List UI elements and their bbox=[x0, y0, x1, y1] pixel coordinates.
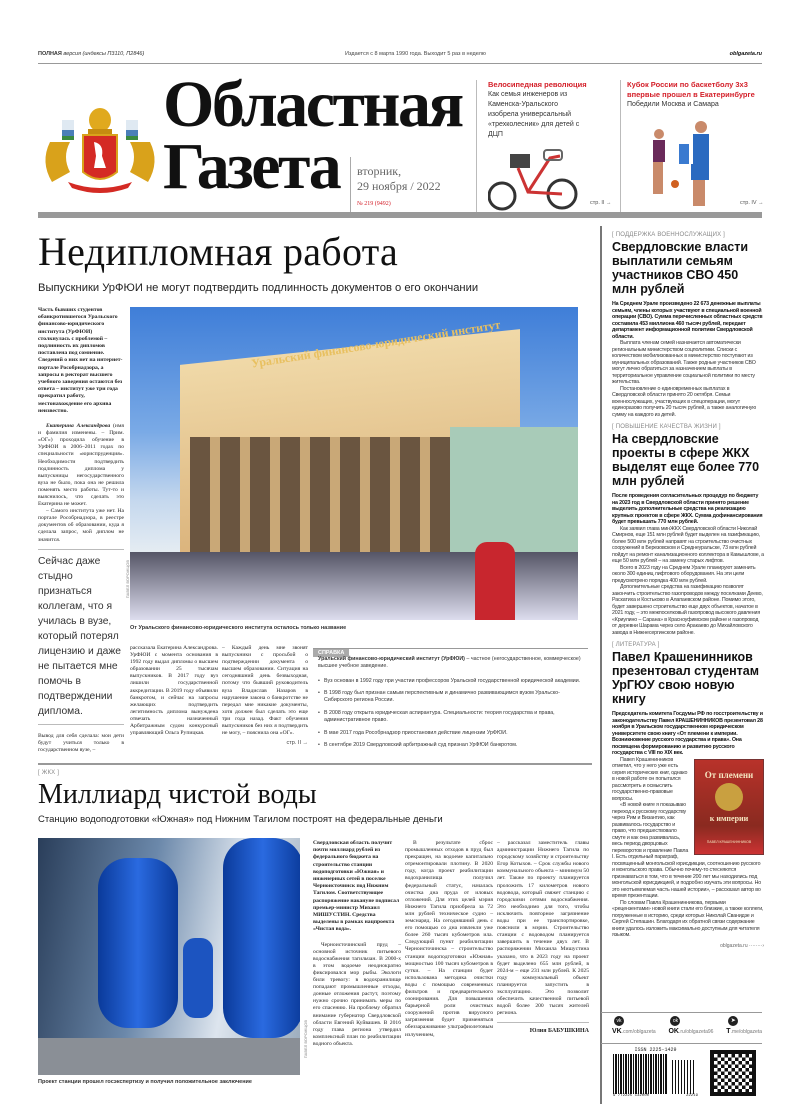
weekday: вторник, bbox=[357, 164, 402, 178]
paragraph: По словам Павла Крашенинникова, первыми «рецензентами» новой книги стали его близкие, а также коллеги, погруженные в историю, среди которых Николай Сванидзе и Сергей Степашин. Благодаря их обратной связи содержание книги удалось изложить максимально доступным для читателя языком. bbox=[612, 899, 764, 938]
tricycle-image bbox=[488, 148, 578, 212]
woman-figure bbox=[475, 542, 515, 620]
social-rule bbox=[601, 1043, 762, 1044]
reference-item: • В 2008 году открыта юридическая аспирантура. Специальности: теория государства и права, административное право. bbox=[318, 710, 583, 724]
second-intro: Свердловская область получит почти миллиард рублей из федерального бюджета на строительство станции водоподготовки «Южная» и инженерных сетей в поселке Черноисточинск под Нижним Тагилом. Соответствующее распоряжение накануне подписал премьер-министр Михаил МИШУСТИН. Средства выделены в рамках нацпроекта «Чистая вода». bbox=[313, 840, 400, 933]
social-rule bbox=[601, 1012, 762, 1013]
promo-text: Как семья инженеров из Каменска-Уральского изобрела универсальный «трехколесник» для детей с ДЦП bbox=[488, 91, 580, 138]
issn: ISSN 2225-1429 bbox=[634, 1047, 677, 1053]
building-sign: Уральский финансово-юридический институт bbox=[250, 317, 502, 371]
second-headline[interactable]: Миллиард чистой воды bbox=[38, 779, 317, 810]
second-column-1 bbox=[313, 840, 401, 1048]
sidebar-lead: После проведения согласительных процедур по бюджету на 2023 год в Свердловской области принято решение выделить дополнительные средства на реализацию крупных проектов в сфере ЖКХ. Сумма дофинансирования будет превышать 770 млн рублей. bbox=[612, 493, 763, 525]
pull-quote: Сейчас даже стыдно признаться коллегам, что я училась в вузе, который потерял лицензию и даже не пытается мне помочь в подтверждении диплома. bbox=[38, 549, 124, 719]
continued-link[interactable]: стр. II → bbox=[286, 740, 308, 747]
sidebar-headline[interactable]: Павел Крашенинников презентовал студентам УрГЮУ свою новую книгу bbox=[612, 650, 759, 706]
second-subhead: Станцию водоподготовки «Южная» под Нижним Тагилом построят на федеральные деньги bbox=[38, 814, 443, 825]
vk-icon: vk bbox=[614, 1016, 624, 1026]
reference-intro: Уральский финансово-юридический институт (УрФЮИ) – частное (негосударственное, коммерческое) высшее учебное заведение. bbox=[318, 656, 581, 669]
qr-code[interactable] bbox=[710, 1050, 756, 1096]
masthead-divider bbox=[350, 157, 351, 212]
author: Юлия БАБУШКИНА bbox=[497, 1022, 589, 1034]
issue-number: № 219 (9492) bbox=[357, 201, 391, 207]
paragraph: Павел Крашенинников отметил, что у него уже есть серия исторических книг, однако в новой работе он попытался рассмотреть и осмыслить государственно-правовые вопросы. bbox=[612, 756, 688, 802]
reference-item: • В 1998 году был признан самым перспективным и динамично развивающимся вузом Уральско-Сибирского региона России. bbox=[318, 690, 583, 704]
tank bbox=[98, 858, 178, 1028]
promo-page-link[interactable]: стр. II → bbox=[590, 200, 612, 206]
sidebar bbox=[612, 232, 764, 949]
paragraph: Дополнительные средства на газификацию позволят закончить строительство газопроводов между поселками Деево, Раскатиха и Костьково в Алапаевском районе. Помимо этого, будет завершено строительство еще двух объектов, начатое в 2021 году, – это межпоселковый газопровод высокого давления «Криулино – Сарана» в Красноуфимском районе и газопровод от деревни Шарама через село Аракаево до Михайловского завода в Нижнесергинском районе. bbox=[612, 584, 763, 636]
date-block bbox=[357, 164, 441, 212]
paragraph: Как заявил глава минЖКХ Свердловской области Николай Смирнов, еще 151 млн рублей будет выделен на газификацию, более 500 млн рублей направят на строительство очистных сооружений в Березовском и Среднеуральске, 73 млн рублей пойдут на ремонт канализационного коллектора в Камышлове, а еще 50 млн рублей – на замену старых лифтов. bbox=[612, 525, 764, 564]
lead-column-3: – Каждый день мне звонят выпускники с просьбой о подтверждении документа о высшем образовании. Ситуация на сегодняшний день безвыходная, потому что бывший руководитель вуза Владислав Назаров в нарушение закона о банкротстве не передал мне никакие документы, хотя должен был сделать это еще три года назад. Факт обучения выпускников без них я подтвердить не могу, – пояснила она «ОГ». bbox=[222, 645, 308, 737]
social-links bbox=[612, 1016, 762, 1035]
telegram-link[interactable]: ➤ T.me/oblgazeta bbox=[726, 1018, 762, 1035]
floor bbox=[38, 1038, 300, 1075]
lead-left-column bbox=[38, 307, 124, 754]
reference-label: СПРАВКА bbox=[313, 649, 349, 657]
promo-text: Победили Москва и Самара bbox=[627, 101, 719, 108]
lead-photo bbox=[130, 307, 578, 620]
vk-link[interactable]: vk VK.com/oblgazeta bbox=[612, 1018, 656, 1035]
promo-page-link[interactable]: стр. IV → bbox=[740, 200, 764, 206]
lead-body-3: Вывод для себя сделала: мои дети будут учиться только в государственном вузе, – bbox=[38, 724, 124, 754]
promo-title: Кубок России по баскетболу 3х3 впервые прошел в Екатеринбурге bbox=[627, 80, 755, 99]
telegram-icon: ➤ bbox=[728, 1016, 738, 1026]
book-cover: От племени к империи ПАВЕЛ КРАШЕНИННИКОВ bbox=[694, 759, 764, 855]
basketball-players-image bbox=[645, 118, 730, 212]
top-rule bbox=[38, 63, 762, 64]
issue-date: 29 ноября / 2022 bbox=[357, 179, 441, 193]
paragraph: Всего в 2023 году на Среднем Урале планируют заменить около 300 единиц лифтового оборудования. На эти цели предусмотрено порядка 400 млн рублей. bbox=[612, 564, 756, 584]
ok-link[interactable]: ok OK.ru/oblgazeta96 bbox=[668, 1018, 714, 1035]
column-divider bbox=[600, 226, 602, 1104]
lead-intro: Часть бывших студентов обанкротившегося Уральского финансово-юридического института (УрФЮИ) столкнулась с проблемой – подлинность их дипломов поставлена под сомнение. Сведений о них нет на интернет-портале Рособрнадзора, а запросы в ректорат высшего учебного заведения остаются без ответа – институт уже три года прекратил работу, местонахождение его архива неизвестно. bbox=[38, 307, 123, 414]
promo-title: Велосипедная революция bbox=[488, 80, 587, 89]
section-rule bbox=[38, 763, 592, 765]
second-column-2: В результате сброс промышленных отходов в пруд был прекращен, на водоеме капитально отремонтировали плотину. В 2020 году, когда проект реабилитации водохранилища получил федеральный статус, началась очистка дна пруда от иловых отложений. Для этих целей мэрия Нижнего Тагила приобрела за 72 млн рублей техническое судно – земснаряд. На сегодняшний день с его помощью со дна извлекли уже более 260 тысяч кубометров ила. Следующий пункт реабилитации Черноисточинска – строительство станции водоподготовки «Южная» мощностью 100 тысяч кубометров в сутки. – На станции будет использована методика очистки воды с помощью современных фильтров и предварительного озонирования. Для повышения барьерной роли очистных сооружений против вирусного загрязнения будет применяться обеззараживание ультрафиолетовым излучением, bbox=[405, 840, 493, 1038]
promo-bicycle[interactable] bbox=[488, 80, 618, 140]
second-column-3-wrap bbox=[497, 840, 589, 1034]
reference-box bbox=[313, 641, 588, 755]
lead-column-3-wrap bbox=[222, 645, 308, 746]
lead-body-1: Екатерина Александрова (имя и фамилия изменены. – Прим. «ОГ») проходила обучение в УрФЮИ в 2006–2011 годах по специальности «юриспруденция». Необходимости подтвердить подлинность диплома у выпускницы негосударственного вуза не было, пока она не решила поменять место работы. Тут-то и выяснилось, что сделать это Екатерина не может. bbox=[38, 423, 125, 508]
photo-credit: ПАВЕЛ ВОРОЖЦОВ bbox=[125, 560, 130, 599]
sidebar-headline[interactable]: Свердловские власти выплатили семьям участников СВО 450 млн рублей bbox=[612, 240, 749, 296]
sidebar-link[interactable]: oblgazeta.ru ········› bbox=[720, 942, 764, 949]
side-building bbox=[450, 427, 578, 567]
reference-item: • В сентябре 2019 Свердловский арбитражный суд признал УрФЮИ банкротом. bbox=[318, 742, 583, 749]
edition-info: ПОЛНАЯ версия (индексы П3110, П2846) bbox=[38, 51, 145, 57]
sidebar-lead: На Среднем Урале произведено 22 673 денежные выплаты семьям, члены которых участвуют в специальной военной операции (СВО). Сумма перечисленных областных средств составила 453 миллиона 460 тысяч рублей, передает департамент информационной политики Свердловской области. bbox=[612, 301, 763, 340]
sidebar-article bbox=[612, 642, 764, 949]
promo-divider bbox=[476, 80, 477, 212]
sidebar-article bbox=[612, 232, 764, 418]
reference-item: • Вуз основан в 1992 году при участии профессоров Уральской государственной юридической академии. bbox=[318, 678, 583, 685]
lead-body-2: – Самого института уже нет. На портале Рособрнадзора, в реестре документов об образовании, куда я сделала запрос, мой диплом не значится. bbox=[38, 508, 124, 543]
sidebar-lead: Председатель комитета Госдумы РФ по госстроительству и законодательству Павел КРАШЕНИННИКОВ презентовал 28 ноября в Уральском государственном юридическом университете свою книгу «От племени к империи. Возникновение русского государства и права». Она посвящена формированию и развитию русского государства с VIII по XIX век. bbox=[612, 711, 763, 756]
masthead-title-line1: Областная bbox=[163, 68, 462, 141]
second-column-3: – рассказал заместитель главы администрации Нижнего Тагила по городскому хозяйству и строительству Егор Котыхов. – Срок службы нового коммунального объекта – минимум 50 лет. Также по проекту планируется проложить 17 километров нового водовода, который свяжет станцию с городскими сетями водоснабжения. Это необходимо для того, чтобы исключить повторное загрязнение воды при ее транспортировке, пояснили в мэрии. Строительство станции с водоводом планируется завершить в течение двух лет. В распоряжении Михаила Мишустина указано, что в 2023 году на проект будет выделено 655 млн рублей, в 2024-м – еще 231 млн рублей. К 2025 году коммунальный объект планируется запустить в эксплуатацию. Это позволит обеспечить качественной питьевой водой более 200 тысяч жителей региона. bbox=[497, 840, 589, 1017]
lead-column-2: рассказала Екатерина Александрова. УрФЮИ с момента основания в 1992 году выдал дипломы о высшем образовании 25 тысячам выпускников. В 2017 году вуз лишили государственной аккредитации. В 2019 году объявили банкротом, и сейчас на запросы желающих подтвердить легитимность диплома вынуждена отвечать назначенный Арбитражным судом конкурсный управляющий Ольга Рупицкая. bbox=[130, 645, 218, 737]
sidebar-headline[interactable]: На свердловские проекты в сфере ЖКХ выделят еще более 770 млн рублей bbox=[612, 432, 760, 488]
lead-headline[interactable]: Недипломная работа bbox=[38, 229, 399, 274]
site-link[interactable]: oblgazeta.ru bbox=[729, 51, 762, 57]
publication-info: Издается с 8 марта 1990 года. Выходит 5 раз в неделю bbox=[345, 51, 486, 57]
coat-of-arms-logo bbox=[40, 102, 160, 194]
rubric: [ ЛИТЕРАТУРА ] bbox=[612, 642, 660, 648]
sidebar-article bbox=[612, 424, 764, 636]
ok-icon: ok bbox=[670, 1016, 680, 1026]
rubric: [ ПОВЫШЕНИЕ КАЧЕСТВА ЖИЗНИ ] bbox=[612, 424, 721, 430]
lead-subhead: Выпускники УрФЮИ не могут подтвердить подлинность документов о его окончании bbox=[38, 282, 479, 294]
tank bbox=[223, 838, 300, 1038]
portrait-medallion bbox=[715, 783, 743, 811]
lead-photo-caption: От Уральского финансово-юридического института осталось только название bbox=[130, 625, 347, 631]
reference-item: • В мае 2017 года Рособрнадзор приостановил действие лицензии УрФЮИ. bbox=[318, 730, 583, 737]
masthead-bar bbox=[38, 212, 762, 218]
masthead-title-line2: Газета bbox=[163, 130, 340, 203]
paragraph: Выплата членам семей назначается автоматически региональным министерством соцполитики. Списки с количеством мобилизованных в министерство поступают из муниципальных образований. Также родные участников СВО могут лично обратиться за назначением выплаты в территориальное управление социальной политики по месту жительства. bbox=[612, 340, 756, 385]
barcode: ISSN 2225-1429 9 772225 132000 22219 bbox=[613, 1047, 698, 1098]
second-photo-caption: Проект станции прошел госэкспертизу и получил положительное заключение bbox=[38, 1079, 252, 1085]
promo-basketball[interactable] bbox=[627, 80, 767, 110]
paragraph: «В новой книге я показываю переход к русскому государству через Рим и Византию, как развивалось государство и право, что предшествовало смуте и как она развивалась, весь период дворцовых переворотов и правление Павла I. Есть отдельный параграф, посвященный монгольской юрисдикции, соотношению русского и монгольского права. Обычно почему-то стесняются признаваться в том, что в течение 200 лет мы находились под монгольской юрисдикцией, и подробно изучать эти вопросы. Но это неотъемлемая часть нашей истории», – рассказал автор во время презентации. bbox=[612, 802, 762, 899]
rubric: [ ЖКХ ] bbox=[38, 770, 60, 776]
rubric: [ ПОДДЕРЖКА ВОЕННОСЛУЖАЩИХ ] bbox=[612, 232, 726, 238]
photo-credit: ПАВЕЛ ВОРОЖЦОВ bbox=[303, 1020, 308, 1059]
tank bbox=[183, 938, 213, 1018]
second-body-1: Черноисточинский пруд – основной источник питьевого водоснабжения тагильчан. В 2000-х в этом водоеме неоднократно фиксировался мор рыбы. Экологи били тревогу: в водохранилище попадают промышленные отходы, донные отложения растут, поэтому нужно срочно принимать меры по его спасению. На проблему обратил внимание губернатор Свердловской области Евгений Куйвашев. В 2016 году глава региона утвердил комплексный план по реабилитации водного объекта. bbox=[313, 941, 401, 1047]
paragraph: Постановление о единовременных выплатах в Свердловской области принято 20 октября. Семьи военнослужащих, участвующих в спецоперации, могут единоразово получить 20 тысяч рублей, а также аналогичную сумму на каждого из детей. bbox=[612, 385, 757, 418]
promo-divider bbox=[620, 80, 621, 212]
water-station-photo bbox=[38, 838, 300, 1075]
